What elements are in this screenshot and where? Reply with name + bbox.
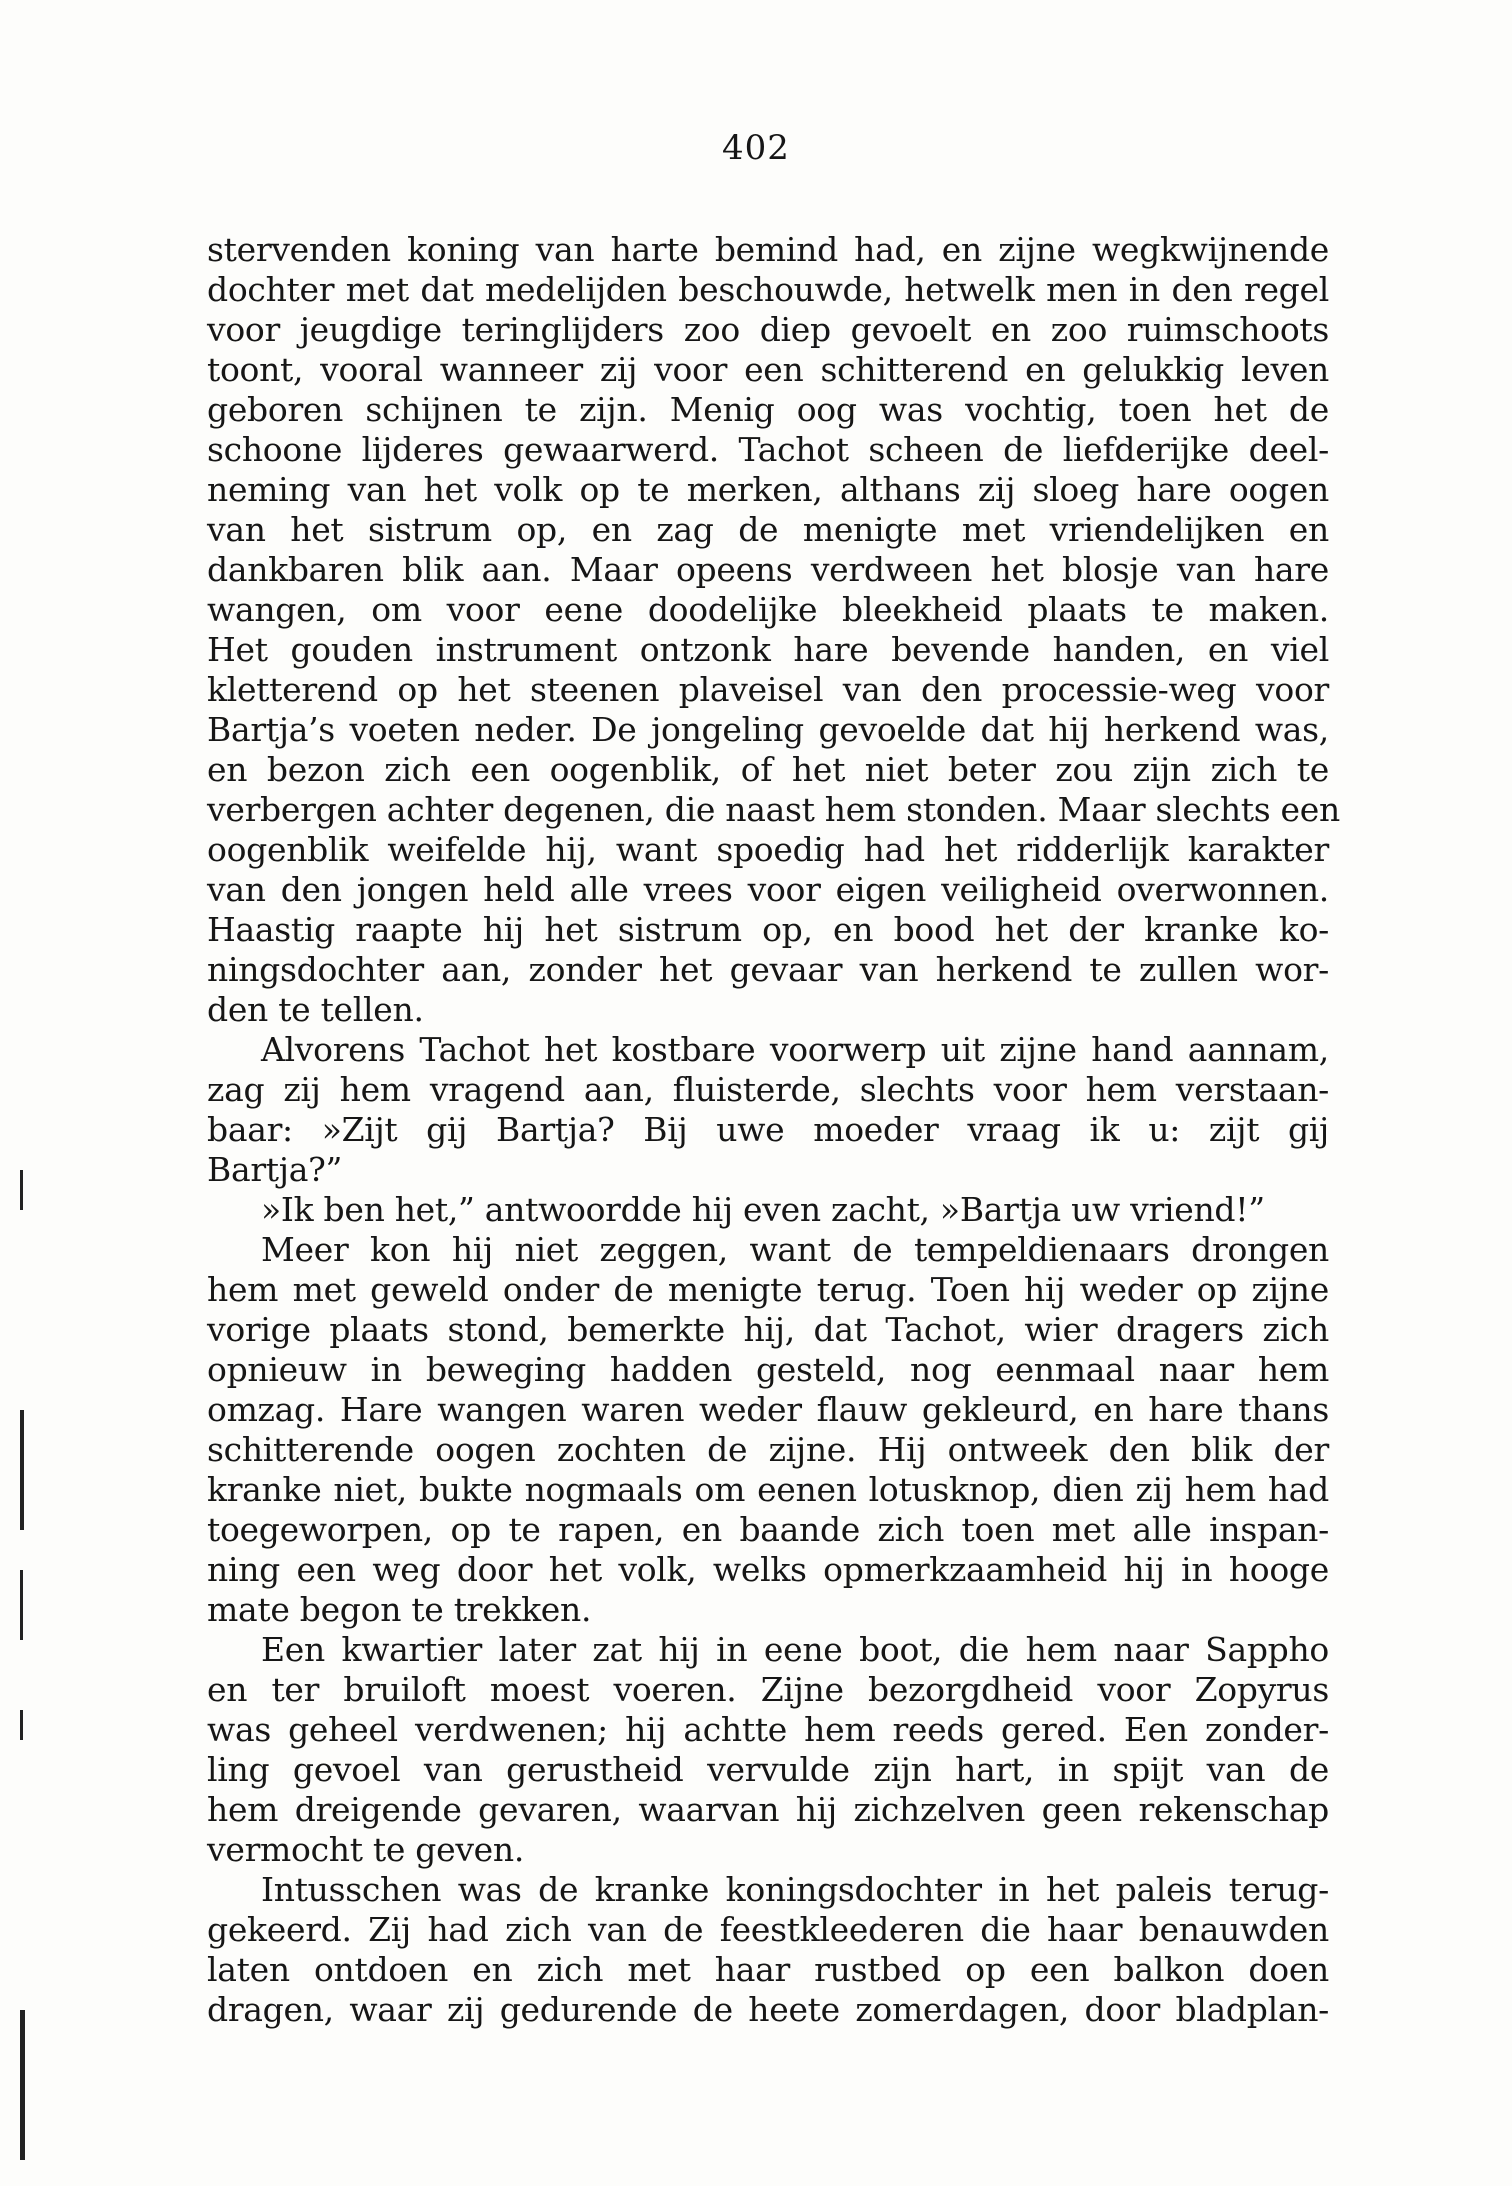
text-line: »Ik ben het,” antwoordde hij even zacht, »Bartja uw vriend!” bbox=[261, 1190, 1265, 1229]
text-line: vermocht te geven. bbox=[207, 1830, 525, 1869]
text-line: gekeerd. Zij had zich van de feestkleederen die haar benauwden bbox=[207, 1910, 1329, 1949]
text-line: Het gouden instrument ontzonk hare bevende handen, en viel bbox=[207, 630, 1329, 669]
text-line: was geheel verdwenen; hij achtte hem reeds gered. Een zonder- bbox=[207, 1710, 1329, 1749]
text-line: van het sistrum op, en zag de menigte met vriendelijken en bbox=[207, 510, 1329, 549]
text-line: dochter met dat medelijden beschouwde, hetwelk men in den regel bbox=[207, 270, 1329, 309]
scan-mark bbox=[20, 1570, 23, 1640]
text-line: laten ontdoen en zich met haar rustbed op een balkon doen bbox=[207, 1950, 1329, 1989]
text-line: wangen, om voor eene doodelijke bleekheid plaats te maken. bbox=[207, 590, 1329, 629]
text-line: dankbaren blik aan. Maar opeens verdween het blosje van hare bbox=[207, 550, 1329, 589]
text-line: hem dreigende gevaren, waarvan hij zichzelven geen rekenschap bbox=[207, 1790, 1329, 1829]
scan-mark bbox=[20, 1710, 23, 1740]
text-line: stervenden koning van harte bemind had, en zijne wegkwijnende bbox=[207, 230, 1329, 269]
text-line: oogenblik weifelde hij, want spoedig had het ridderlijk karakter bbox=[207, 830, 1329, 869]
body-text bbox=[207, 230, 1340, 2030]
text-line: Bartja’s voeten neder. De jongeling gevoelde dat hij herkend was, bbox=[207, 710, 1329, 749]
text-line: verbergen achter degenen, die naast hem stonden. Maar slechts een bbox=[207, 790, 1340, 829]
page-number: 402 bbox=[722, 128, 790, 168]
text-line: mate begon te trekken. bbox=[207, 1590, 592, 1629]
text-line: kranke niet, bukte nogmaals om eenen lotusknop, dien zij hem had bbox=[207, 1470, 1329, 1509]
text-line: en ter bruiloft moest voeren. Zijne bezorgdheid voor Zopyrus bbox=[207, 1670, 1329, 1709]
text-line: toont, vooral wanneer zij voor een schitterend en gelukkig leven bbox=[207, 350, 1329, 389]
text-line: Meer kon hij niet zeggen, want de tempeldienaars drongen bbox=[261, 1230, 1329, 1269]
text-line: Een kwartier later zat hij in eene boot, die hem naar Sappho bbox=[261, 1630, 1329, 1669]
scan-mark bbox=[20, 1410, 24, 1530]
text-line: Haastig raapte hij het sistrum op, en bood het der kranke ko- bbox=[207, 910, 1329, 949]
text-line: hem met geweld onder de menigte terug. Toen hij weder op zijne bbox=[207, 1270, 1329, 1309]
text-line: neming van het volk op te merken, althans zij sloeg hare oogen bbox=[207, 470, 1329, 509]
text-line: Intusschen was de kranke koningsdochter in het paleis terug- bbox=[261, 1870, 1329, 1909]
text-line: schoone lijderes gewaarwerd. Tachot scheen de liefderijke deel- bbox=[207, 430, 1329, 469]
text-line: en bezon zich een oogenblik, of het niet beter zou zijn zich te bbox=[207, 750, 1329, 789]
text-line: Alvorens Tachot het kostbare voorwerp uit zijne hand aannam, bbox=[261, 1030, 1329, 1069]
text-line: zag zij hem vragend aan, fluisterde, slechts voor hem verstaan- bbox=[207, 1070, 1329, 1109]
scan-speck bbox=[1464, 24, 1494, 94]
text-line: den te tellen. bbox=[207, 990, 424, 1029]
text-line: schitterende oogen zochten de zijne. Hij ontweek den blik der bbox=[207, 1430, 1329, 1469]
text-line: geboren schijnen te zijn. Menig oog was vochtig, toen het de bbox=[207, 390, 1329, 429]
scan-mark bbox=[20, 2010, 25, 2160]
text-line: ningsdochter aan, zonder het gevaar van herkend te zullen wor- bbox=[207, 950, 1329, 989]
scan-margin-artifacts bbox=[20, 1150, 40, 2180]
text-line: vorige plaats stond, bemerkte hij, dat Tachot, wier dragers zich bbox=[207, 1310, 1329, 1349]
text-line: omzag. Hare wangen waren weder flauw gekleurd, en hare thans bbox=[207, 1390, 1329, 1429]
text-line: van den jongen held alle vrees voor eigen veiligheid overwonnen. bbox=[207, 870, 1329, 909]
text-line: ning een weg door het volk, welks opmerkzaamheid hij in hooge bbox=[207, 1550, 1329, 1589]
text-line: kletterend op het steenen plaveisel van den processie-weg voor bbox=[207, 670, 1329, 709]
text-line: dragen, waar zij gedurende de heete zomerdagen, door bladplan- bbox=[207, 1990, 1329, 2029]
text-line: baar: »Zijt gij Bartja? Bij uwe moeder vraag ik u: zijt gij bbox=[207, 1110, 1329, 1149]
text-line: Bartja?” bbox=[207, 1150, 343, 1189]
text-line: opnieuw in beweging hadden gesteld, nog eenmaal naar hem bbox=[207, 1350, 1329, 1389]
text-line: toegeworpen, op te rapen, en baande zich toen met alle inspan- bbox=[207, 1510, 1329, 1549]
text-line: voor jeugdige teringlijders zoo diep gevoelt en zoo ruimschoots bbox=[207, 310, 1329, 349]
scan-mark bbox=[20, 1170, 23, 1210]
text-line: ling gevoel van gerustheid vervulde zijn hart, in spijt van de bbox=[207, 1750, 1329, 1789]
